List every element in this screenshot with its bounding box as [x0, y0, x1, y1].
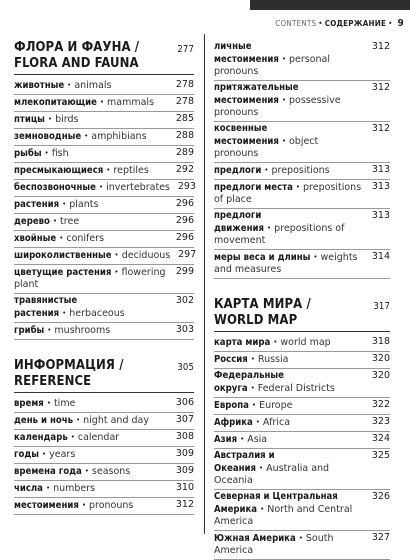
toc-entry-ru: времена года — [14, 466, 82, 477]
section-gap — [14, 340, 194, 358]
toc-entry-ru: хвойные — [14, 233, 57, 244]
toc-entry-en: world map — [280, 337, 331, 348]
section-title[interactable] — [214, 297, 390, 329]
toc-entry[interactable] — [214, 369, 390, 398]
toc-entry-ru: Северная и Центральная Америка — [214, 491, 338, 515]
toc-entry[interactable] — [214, 163, 390, 180]
toc-entry-ru: Федеральные округа — [214, 370, 284, 394]
bullet-separator: • — [267, 224, 272, 232]
toc-entry-ru: млекопитающие — [14, 97, 97, 108]
toc-entry-ru: растения — [14, 199, 60, 210]
toc-entry[interactable] — [14, 231, 194, 248]
bullet-separator: • — [52, 217, 58, 225]
toc-entry-text — [14, 147, 174, 160]
toc-entry-ru: косвенные местоимения — [214, 123, 279, 147]
section-page: 277 — [177, 44, 194, 55]
toc-entry-en: animals — [74, 80, 112, 91]
bullet-separator: • — [273, 338, 278, 346]
toc-entry-text — [214, 416, 370, 429]
toc-entry-text — [214, 82, 370, 119]
section-title[interactable] — [14, 358, 194, 390]
toc-entry-ru: травянистые растения — [14, 295, 78, 319]
toc-entry-page: 313 — [371, 181, 390, 192]
toc-entry-en: prepositions of place — [214, 182, 362, 205]
toc-entry-page: 302 — [175, 295, 194, 306]
toc-entry-page: 322 — [371, 399, 390, 410]
toc-entry-en: North and Central America — [214, 504, 353, 527]
toc-entry[interactable] — [14, 197, 194, 214]
bullet-separator: • — [281, 137, 286, 145]
toc-entry-text — [214, 181, 370, 206]
toc-entry-ru: карта мира — [214, 337, 271, 348]
toc-entry-ru: цветущие растения — [14, 267, 112, 278]
toc-entry-text — [14, 465, 174, 478]
toc-entry-page: 296 — [175, 215, 194, 226]
running-header — [275, 18, 404, 29]
toc-entry-ru: животные — [14, 80, 65, 91]
toc-entry[interactable] — [214, 352, 390, 369]
toc-entry-ru: календарь — [14, 432, 68, 443]
bullet-separator: • — [98, 183, 104, 191]
toc-entry-en: reptiles — [113, 165, 149, 176]
bullet-separator: • — [67, 81, 72, 89]
bullet-separator: • — [106, 166, 111, 174]
toc-entry[interactable] — [214, 335, 390, 352]
toc-entry-text — [14, 113, 174, 126]
toc-entry-page: 318 — [371, 336, 390, 347]
toc-entry-en: Russia — [257, 354, 289, 365]
section-title-line1: ИНФОРМАЦИЯ / — [14, 358, 124, 373]
bullet-separator: • — [313, 253, 318, 261]
toc-entry-en: weights and measures — [214, 252, 358, 275]
bullet-separator: • — [264, 166, 269, 174]
bullet-separator: • — [45, 484, 51, 492]
toc-entry-ru: земноводные — [14, 131, 82, 142]
toc-entry[interactable] — [214, 398, 390, 415]
toc-entry-page: 323 — [371, 416, 390, 427]
toc-entry[interactable] — [14, 78, 194, 95]
bullet-separator: • — [84, 467, 89, 475]
toc-entry-page: 312 — [371, 82, 390, 93]
section-title[interactable] — [14, 40, 194, 72]
toc-entry[interactable] — [14, 294, 194, 323]
toc-entry[interactable] — [14, 430, 194, 447]
toc-entry[interactable] — [214, 415, 390, 432]
bullet-separator: • — [41, 450, 47, 458]
toc-entry-ru: предлоги движения — [214, 210, 264, 234]
toc-entry-page: 324 — [371, 433, 390, 444]
section-title-line2: WORLD MAP — [214, 313, 298, 328]
toc-entry-text — [14, 130, 174, 143]
toc-entry-ru: Африка — [214, 417, 253, 428]
right-column-inner — [214, 40, 390, 560]
toc-entry[interactable] — [214, 531, 390, 560]
toc-entry-page: 313 — [371, 164, 390, 175]
toc-entry-text — [214, 491, 370, 528]
toc-entry[interactable] — [214, 180, 390, 209]
toc-entry-page: 320 — [371, 370, 390, 381]
toc-entry[interactable] — [214, 449, 390, 490]
bullet-separator: • — [114, 251, 119, 259]
bullet-separator: • — [114, 268, 119, 276]
toc-entry-text — [214, 353, 370, 366]
section-rule — [14, 392, 194, 393]
header-bar — [0, 0, 410, 10]
bullet-separator: • — [251, 401, 257, 409]
toc-entry-en: Europe — [259, 400, 293, 411]
bullet-separator: • — [70, 433, 75, 441]
toc-entry-ru: время — [14, 398, 44, 409]
toc-entry-page: 278 — [175, 79, 194, 90]
toc-entry-en: calendar — [77, 432, 120, 443]
bullet-separator: • — [46, 399, 51, 407]
toc-entry-en: numbers — [53, 483, 96, 494]
bullet-separator: • — [281, 55, 286, 63]
toc-entry[interactable] — [214, 40, 390, 81]
toc-entry-ru: годы — [14, 449, 39, 460]
toc-entry-ru: личные местоимения — [214, 41, 279, 65]
toc-entry-page: 299 — [175, 266, 194, 277]
toc-entry-en: Australia and Oceania — [214, 463, 330, 486]
toc-entry-text — [14, 96, 174, 109]
header-tab — [250, 0, 410, 10]
toc-entry-page: 296 — [175, 232, 194, 243]
bullet-separator: • — [84, 132, 89, 140]
toc-entry[interactable] — [14, 481, 194, 498]
toc-entry-page: 326 — [371, 491, 390, 502]
bullet-separator: • — [76, 416, 81, 424]
toc-entry[interactable] — [214, 490, 390, 531]
toc-entry[interactable] — [214, 81, 390, 122]
toc-entry-page: 297 — [178, 249, 197, 260]
section-title-line2: FLORA AND FAUNA — [14, 56, 139, 71]
toc-entry-text — [14, 232, 174, 245]
toc-entry-ru: меры веса и длины — [214, 252, 311, 263]
toc-entry[interactable] — [14, 464, 194, 481]
toc-entry-en: tree — [60, 216, 80, 227]
toc-entry-en: Africa — [262, 417, 291, 428]
toc-entry-text — [14, 397, 174, 410]
toc-entry-text — [14, 482, 174, 495]
toc-entry-ru: беспозвоночные — [14, 182, 96, 193]
toc-entry-text — [14, 249, 176, 262]
toc-entry-en: years — [49, 449, 76, 460]
toc-entry-page: 312 — [371, 41, 390, 52]
toc-entry[interactable] — [14, 323, 194, 340]
section-title-line1: КАРТА МИРА / — [214, 297, 311, 312]
toc-entry-ru: грибы — [14, 325, 45, 336]
toc-entry-page: 278 — [175, 96, 194, 107]
bullet-separator: • — [59, 234, 64, 242]
header-bullet: • — [318, 19, 323, 28]
toc-entry-text — [14, 295, 174, 320]
toc-entry-text — [14, 215, 174, 228]
toc-entry-en: mammals — [107, 97, 155, 108]
toc-entry-text — [214, 336, 370, 349]
toc-entry-en: conifers — [66, 233, 105, 244]
toc-entry-en: object pronouns — [214, 136, 319, 159]
bullet-separator: • — [259, 464, 264, 472]
toc-entry-text — [214, 251, 370, 276]
toc-entry-ru: день и ночь — [14, 415, 73, 426]
toc-entry-page: 320 — [371, 353, 390, 364]
toc-entry-ru: предлоги — [214, 165, 262, 176]
toc-entry-ru: птицы — [14, 114, 45, 125]
toc-entry[interactable] — [14, 447, 194, 464]
toc-entry[interactable] — [14, 498, 194, 515]
section-page: 317 — [373, 301, 390, 312]
toc-entry-text — [214, 210, 370, 247]
toc-entry-page: 308 — [175, 431, 194, 442]
toc-entry-text — [214, 532, 370, 557]
toc-entry[interactable] — [14, 129, 194, 146]
toc-entry-en: personal pronouns — [214, 54, 331, 77]
bullet-separator: • — [99, 98, 105, 106]
toc-entry-en: prepositions — [271, 165, 330, 176]
toc-entry[interactable] — [14, 95, 194, 112]
toc-entry[interactable] — [14, 146, 194, 163]
toc-entry-en: amphibians — [91, 131, 147, 142]
toc-entry-en: herbaceous — [69, 308, 125, 319]
toc-entry[interactable] — [214, 122, 390, 163]
bullet-separator: • — [295, 183, 300, 191]
toc-entry-text — [214, 399, 370, 412]
toc-entry-ru: широколиственные — [14, 250, 112, 261]
toc-entry-page: 292 — [175, 164, 194, 175]
toc-entry-en: South America — [214, 533, 334, 556]
toc-entry-text — [14, 324, 174, 337]
toc-entry-page: 313 — [371, 210, 390, 221]
toc-entry-text — [214, 450, 370, 487]
toc-entry[interactable] — [214, 432, 390, 449]
toc-entry-ru: дерево — [14, 216, 50, 227]
bullet-separator: • — [250, 384, 255, 392]
toc-entry-text — [214, 164, 370, 177]
toc-entry-ru: Россия — [214, 354, 248, 365]
page-number: 9 — [397, 18, 404, 29]
bullet-separator: • — [62, 200, 67, 208]
bullet-separator: • — [298, 534, 303, 542]
bullet-separator: • — [62, 309, 67, 317]
section-rule — [214, 331, 390, 332]
section-title-text — [14, 358, 124, 390]
toc-entry[interactable] — [14, 214, 194, 231]
bullet-separator: • — [240, 435, 245, 443]
toc-entry-ru: местоимения — [14, 500, 79, 511]
right-column — [204, 34, 390, 556]
toc-entry[interactable] — [14, 180, 194, 197]
toc-entry-ru: рыбы — [14, 148, 42, 159]
toc-entry[interactable] — [14, 265, 194, 294]
toc-entry-text — [14, 164, 174, 177]
toc-entry-en: invertebrates — [106, 182, 170, 193]
toc-entry-ru: предлоги места — [214, 182, 293, 193]
toc-entry-en: fish — [51, 148, 69, 159]
toc-entry[interactable] — [14, 248, 197, 265]
bullet-separator: • — [47, 326, 52, 334]
toc-entry[interactable] — [14, 396, 194, 413]
toc-entry-text — [14, 79, 174, 92]
toc-entry-page: 327 — [371, 532, 390, 543]
header-contents-en: CONTENTS — [275, 19, 317, 28]
toc-entry[interactable] — [214, 250, 390, 279]
bullet-separator: • — [81, 501, 86, 509]
toc-entry-page: 306 — [175, 397, 194, 408]
toc-entry-en: flowering plant — [14, 267, 166, 290]
toc-entry-page: 285 — [175, 113, 194, 124]
section-title-line1: ФЛОРА И ФАУНА / — [14, 40, 140, 55]
left-column — [14, 40, 197, 515]
toc-entry-text — [14, 499, 174, 512]
bullet-separator: • — [44, 149, 49, 157]
toc-entry-text — [14, 198, 174, 211]
toc-entry-text — [14, 414, 174, 427]
section-rule — [14, 74, 194, 75]
toc-entry-ru: Южная Америка — [214, 533, 296, 544]
bullet-separator: • — [47, 115, 53, 123]
toc-entry-text — [14, 431, 174, 444]
bullet-separator: • — [260, 505, 265, 513]
section-title-text — [214, 297, 311, 329]
toc-entry-ru: притяжательные местоимения — [214, 82, 299, 106]
toc-entry-en: mushrooms — [54, 325, 111, 336]
toc-entry-en: plants — [69, 199, 99, 210]
toc-entry-page: 293 — [177, 181, 196, 192]
toc-entry-page: 309 — [175, 465, 194, 476]
toc-entry[interactable] — [214, 209, 390, 250]
bullet-separator: • — [281, 96, 286, 104]
toc-entry-en: prepositions of movement — [214, 223, 345, 246]
toc-entry-ru: пресмыкающиеся — [14, 165, 104, 176]
toc-entry-ru: числа — [14, 483, 43, 494]
section-page: 305 — [177, 362, 194, 373]
toc-entry-text — [214, 433, 370, 446]
toc-entry-en: Asia — [247, 434, 268, 445]
toc-entry-text — [214, 41, 370, 78]
toc-entry-en: possessive pronouns — [214, 95, 341, 118]
toc-entry-page: 307 — [175, 414, 194, 425]
toc-entry-en: deciduous — [121, 250, 171, 261]
toc-entry-text — [214, 123, 370, 160]
bullet-separator: • — [255, 418, 260, 426]
toc-entry-page: 312 — [371, 123, 390, 134]
toc-entry-page: 309 — [175, 448, 194, 459]
toc-entry-en: seasons — [91, 466, 131, 477]
toc-entry-page: 303 — [175, 324, 194, 335]
toc-entry-text — [14, 448, 174, 461]
toc-entry-page: 288 — [175, 130, 194, 141]
toc-entry-ru: Австралия и Океания — [214, 450, 275, 474]
toc-entry-text — [14, 181, 176, 194]
toc-entry-en: night and day — [83, 415, 149, 426]
section-title-text — [14, 40, 139, 72]
toc-entry-page: 314 — [371, 251, 390, 262]
toc-entry[interactable] — [14, 163, 194, 180]
header-bullet-2: • — [388, 19, 393, 28]
toc-entry-page: 310 — [175, 482, 194, 493]
toc-entry-en: birds — [55, 114, 79, 125]
bullet-separator: • — [250, 355, 255, 363]
toc-entry[interactable] — [14, 112, 194, 129]
toc-entry-en: Federal Districts — [257, 383, 335, 394]
section-title-line2: REFERENCE — [14, 374, 92, 389]
toc-entry-page: 325 — [371, 450, 390, 461]
toc-entry-en: pronouns — [88, 500, 134, 511]
toc-entry-text — [14, 266, 174, 291]
header-contents-ru: СОДЕРЖАНИЕ — [324, 19, 387, 28]
toc-entry-text — [214, 370, 370, 395]
toc-entry-page: 289 — [175, 147, 194, 158]
toc-entry-ru: Европа — [214, 400, 249, 411]
toc-entry-page: 296 — [175, 198, 194, 209]
toc-entry-ru: Азия — [214, 434, 238, 445]
toc-entry-page: 312 — [175, 499, 194, 510]
toc-entry[interactable] — [14, 413, 194, 430]
toc-entry-en: time — [53, 398, 76, 409]
section-gap — [214, 279, 390, 297]
